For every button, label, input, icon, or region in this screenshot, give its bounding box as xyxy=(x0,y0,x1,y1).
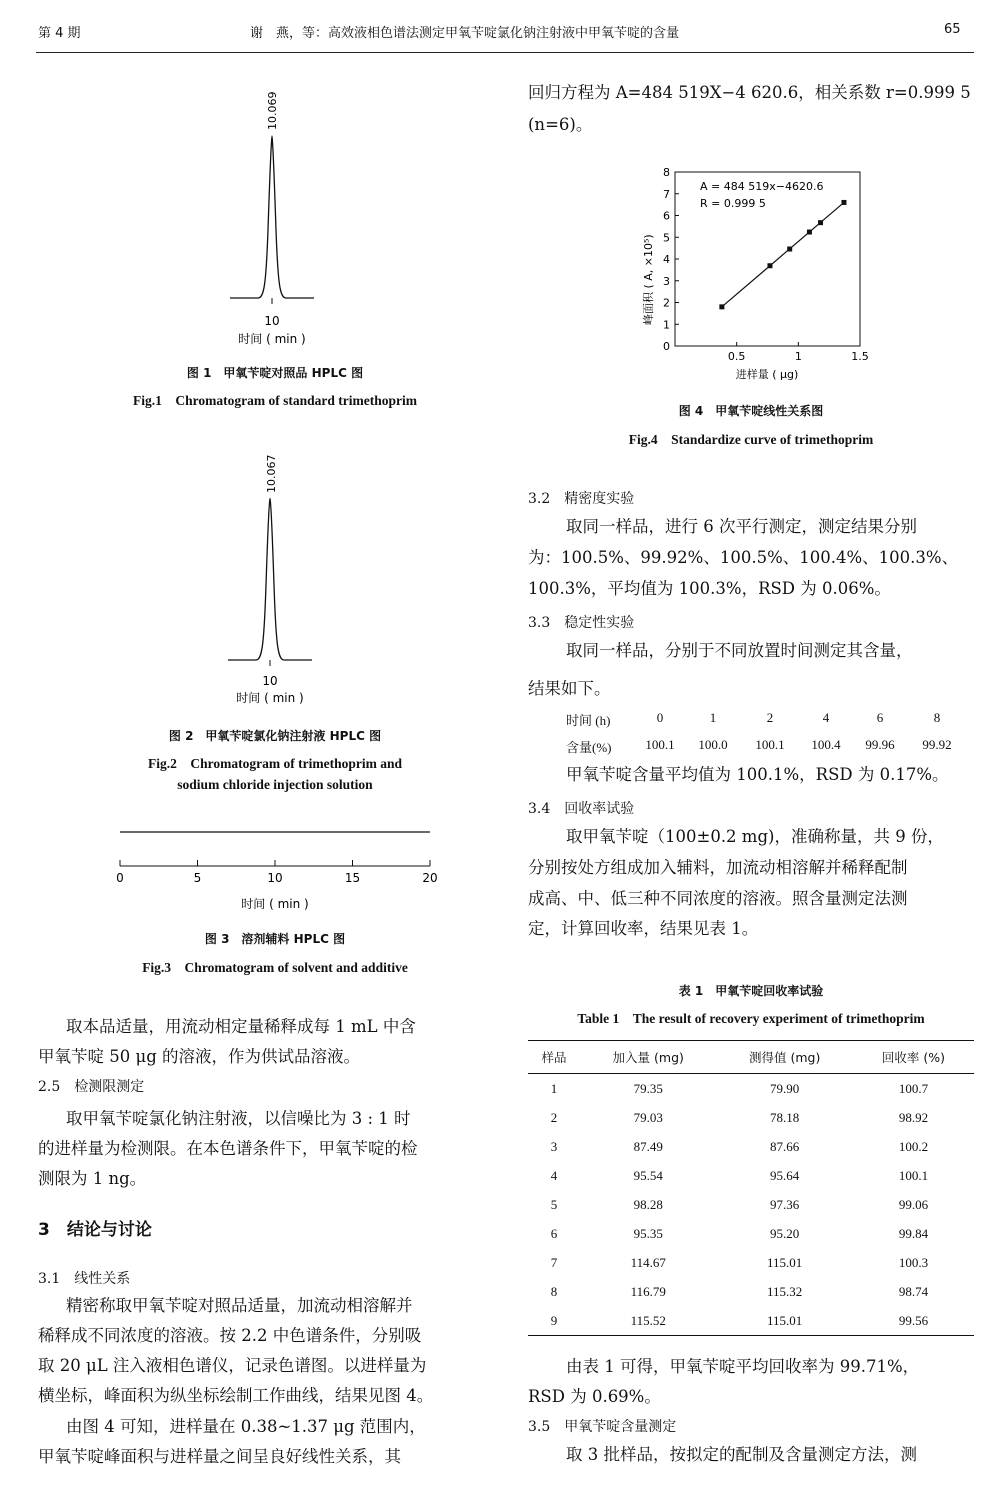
fig2-xlabel: 时间 ( min ) xyxy=(236,691,304,705)
fig1-chromatogram xyxy=(200,80,350,360)
table-cell: 99.84 xyxy=(898,1225,929,1241)
fig4-caption-en: Fig.4 Standardize curve of trimethoprim xyxy=(628,432,874,447)
right-p35-line2: RSD 为 0.69%。 xyxy=(528,1387,661,1406)
table-cell: 95.35 xyxy=(633,1225,663,1241)
table-cell: 98.28 xyxy=(633,1196,663,1212)
fig4-ytick-label: 1 xyxy=(663,318,670,332)
fig4-xtick-label: 1.5 xyxy=(851,350,869,363)
fig4-equation: A = 484 519x−4620.6 xyxy=(700,180,824,193)
table-cell: 115.52 xyxy=(580,1306,716,1336)
table-cell: 3 xyxy=(550,1138,558,1154)
table-row xyxy=(528,1074,974,1104)
table-cell: 95.64 xyxy=(770,1167,800,1183)
section-3-1: 3.1 线性关系 xyxy=(38,1271,131,1287)
fig3-tick-label: 0 xyxy=(116,871,124,885)
right-r1-line2: (n=6)。 xyxy=(528,115,593,134)
stability-cell: 100.1 xyxy=(645,737,675,752)
table-cell: 1 xyxy=(550,1080,558,1096)
stability-cell: 8 xyxy=(933,710,941,725)
left-p3-line2: 稀释成不同浓度的溶液。按 2.2 中色谱条件，分别吸 xyxy=(38,1326,422,1345)
left-p2-line2: 的进样量为检测限。在本色谱条件下，甲氧苄啶的检 xyxy=(38,1139,418,1158)
right-p36-line1: 取 3 批样品，按拟定的配制及含量测定方法，测 xyxy=(566,1445,917,1464)
left-p3-line3: 取 20 μL 注入液相色谱仪，记录色谱图。以进样量为 xyxy=(38,1356,427,1375)
stability-cell: 100.4 xyxy=(811,737,841,752)
section-3-2: 3.2 精密度实验 xyxy=(528,491,635,507)
fig4-ytick-label: 3 xyxy=(663,274,670,288)
table1-header: 样品 xyxy=(528,1041,580,1074)
fig4-ylabel: 峰面积 ( A, ×10⁵) xyxy=(642,234,655,325)
fig4-ytick-label: 4 xyxy=(663,253,670,266)
fig3-caption-cn: 图 3 溶剂辅料 HPLC 图 xyxy=(204,932,346,946)
fig4-data-point xyxy=(767,263,772,268)
left-p2-line3: 测限为 1 ng。 xyxy=(38,1169,147,1188)
table-cell: 9 xyxy=(528,1306,580,1336)
section-2-5: 2.5 检测限测定 xyxy=(38,1079,145,1095)
fig4-chart xyxy=(630,160,890,390)
table-cell: 79.90 xyxy=(770,1080,800,1096)
right-p34-line2: 分别按处方组成加入辅料，加流动相溶解并稀释配制 xyxy=(528,858,908,877)
table-cell: 79.35 xyxy=(633,1080,663,1096)
table1-header: 测得值 (mg) xyxy=(716,1041,852,1074)
table-cell: 6 xyxy=(550,1225,558,1241)
stability-cell: 4 xyxy=(822,710,830,725)
table-cell: 87.49 xyxy=(633,1138,663,1154)
table-row xyxy=(528,1277,974,1306)
table-row xyxy=(528,1161,974,1190)
table-cell: 5 xyxy=(550,1196,558,1212)
section-3-4: 3.4 回收率试验 xyxy=(528,801,635,817)
table-cell: 95.54 xyxy=(633,1167,663,1183)
table1 xyxy=(528,1040,974,1336)
header-rule xyxy=(36,52,974,53)
right-p32-line3: 100.3%，平均值为 100.3%，RSD 为 0.06%。 xyxy=(528,579,891,598)
table1-header: 回收率 (%) xyxy=(853,1041,974,1074)
fig4-ytick-label: 7 xyxy=(663,187,670,201)
fig2-chromatogram xyxy=(198,445,348,707)
table1-header: 加入量 (mg) xyxy=(580,1041,716,1074)
table-cell: 115.01 xyxy=(716,1306,852,1336)
fig1-xlabel: 时间 ( min ) xyxy=(238,332,306,346)
table-cell: 4 xyxy=(550,1167,558,1183)
right-p34-line1: 取甲氧苄啶（100±0.2 mg)，准确称量，共 9 份， xyxy=(566,827,944,846)
fig2-peak-label: 10.067 xyxy=(265,454,278,493)
right-p32-line1: 取同一样品，进行 6 次平行测定，测定结果分别 xyxy=(566,517,917,536)
fig4-xlabel: 进样量 ( μg) xyxy=(735,368,799,381)
stability-cell: 100.0 xyxy=(698,737,728,752)
fig2-caption-en-2: sodium chloride injection solution xyxy=(177,777,373,792)
left-p3-line4: 横坐标，峰面积为纵坐标绘制工作曲线，结果见图 4。 xyxy=(38,1386,434,1405)
stability-cell: 6 xyxy=(876,710,884,725)
fig3-chromatogram xyxy=(100,820,450,920)
right-p33-line2: 结果如下。 xyxy=(528,679,611,698)
table1-title-cn: 表 1 甲氧苄啶回收率试验 xyxy=(678,984,824,998)
left-p4-line2: 甲氧苄啶峰面积与进样量之间呈良好线性关系，其 xyxy=(38,1447,401,1466)
table-cell: 99.06 xyxy=(898,1196,929,1212)
fig3-tick-label: 5 xyxy=(193,871,202,885)
fig2-caption-cn: 图 2 甲氧苄啶氯化钠注射液 HPLC 图 xyxy=(168,729,382,743)
stability-cell: 100.1 xyxy=(755,737,785,752)
fig1-peak xyxy=(230,137,314,298)
fig2-tick-label: 10 xyxy=(262,674,278,688)
section-3-3: 3.3 稳定性实验 xyxy=(528,615,635,631)
table-cell: 100.2 xyxy=(898,1138,929,1154)
table-cell: 98.74 xyxy=(898,1283,929,1299)
table-row xyxy=(528,1306,974,1336)
table-row xyxy=(528,1248,974,1277)
table-cell: 115.01 xyxy=(767,1254,803,1270)
running-title: 谢 燕，等：高效液相色谱法测定甲氧苄啶氯化钠注射液中甲氧苄啶的含量 xyxy=(250,26,680,41)
fig4-data-point xyxy=(719,304,724,309)
right-p33-line3: 甲氧苄啶含量平均值为 100.1%，RSD 为 0.17%。 xyxy=(566,765,949,784)
stability-cell: 2 xyxy=(766,710,774,725)
table-cell: 99.56 xyxy=(853,1306,974,1336)
fig1-caption-en: Fig.1 Chromatogram of standard trimethoprim xyxy=(133,393,417,408)
fig4-caption-cn: 图 4 甲氧苄啶线性关系图 xyxy=(678,404,824,418)
table-cell: 100.1 xyxy=(898,1167,929,1183)
fig1-peak-label: 10.069 xyxy=(266,91,279,130)
fig3-tick-label: 20 xyxy=(422,871,438,885)
table-row xyxy=(528,1103,974,1132)
right-p34-line4: 定，计算回收率，结果见表 1。 xyxy=(528,919,759,938)
left-p4-line1: 由图 4 可知，进样量在 0.38~1.37 μg 范围内， xyxy=(66,1417,426,1436)
fig4-xtick-label: 0.5 xyxy=(727,350,746,363)
fig3-tick-label: 15 xyxy=(344,871,361,885)
left-p3-line1: 精密称取甲氧苄啶对照品适量，加流动相溶解并 xyxy=(66,1296,413,1315)
table-cell: 78.18 xyxy=(770,1109,800,1125)
fig4-ytick-label: 8 xyxy=(663,166,670,179)
fig3-caption-en: Fig.3 Chromatogram of solvent and additive xyxy=(142,960,408,975)
right-p35-line1: 由表 1 可得，甲氧苄啶平均回收率为 99.71%， xyxy=(566,1357,920,1376)
stability-cell: 99.92 xyxy=(922,737,952,752)
fig4-ytick-label: 6 xyxy=(663,209,670,223)
table-cell: 116.79 xyxy=(630,1283,666,1299)
fig4-xtick-label: 1 xyxy=(794,350,802,363)
table-cell: 115.32 xyxy=(767,1283,803,1299)
fig4-data-point xyxy=(787,246,792,251)
fig1-tick-label: 10 xyxy=(264,314,280,328)
table-row xyxy=(528,1190,974,1219)
table1-title-en: Table 1 The result of recovery experiment of trimethoprim xyxy=(577,1011,925,1026)
fig1-caption-cn: 图 1 甲氧苄啶对照品 HPLC 图 xyxy=(186,366,364,380)
stability-row2-head: 含量(%) xyxy=(566,740,612,755)
table-cell: 87.66 xyxy=(770,1138,800,1154)
section-3-5: 3.5 甲氧苄啶含量测定 xyxy=(528,1419,677,1435)
fig2-peak xyxy=(228,499,312,660)
fig2-caption-en-1: Fig.2 Chromatogram of trimethoprim and xyxy=(148,756,402,771)
table-cell: 100.3 xyxy=(898,1254,929,1270)
table-cell: 100.7 xyxy=(898,1080,929,1096)
fig4-ytick-label: 5 xyxy=(663,231,670,245)
left-p2-line1: 取甲氧苄啶氯化钠注射液，以信噪比为 3 : 1 时 xyxy=(66,1109,411,1128)
fig4-data-point xyxy=(841,200,846,205)
left-p1-line1: 取本品适量，用流动相定量稀释成每 1 mL 中含 xyxy=(66,1017,416,1036)
table-cell: 114.67 xyxy=(630,1254,666,1270)
fig4-ytick-label: 0 xyxy=(663,340,670,353)
table-cell: 79.03 xyxy=(633,1109,663,1125)
page-number: 65 xyxy=(944,22,961,37)
section-3-heading: 3 结论与讨论 xyxy=(38,1220,152,1240)
table-cell: 97.36 xyxy=(770,1196,800,1212)
stability-cell: 1 xyxy=(709,710,717,725)
stability-cell: 0 xyxy=(656,710,664,725)
table-cell: 8 xyxy=(550,1283,558,1299)
table-cell: 7 xyxy=(550,1254,558,1270)
right-p32-line2: 为：100.5%、99.92%、100.5%、100.4%、100.3%、 xyxy=(528,548,959,567)
fig3-tick-label: 10 xyxy=(267,871,283,885)
issue-label: 第 4 期 xyxy=(38,26,81,41)
table-cell: 95.20 xyxy=(770,1225,800,1241)
stability-cell: 99.96 xyxy=(865,737,895,752)
left-p1-line2: 甲氧苄啶 50 μg 的溶液，作为供试品溶液。 xyxy=(38,1047,361,1066)
fig4-r-text: R = 0.999 5 xyxy=(700,197,766,210)
table-cell: 2 xyxy=(550,1109,558,1125)
fig4-data-point xyxy=(818,220,823,225)
right-p33-line1: 取同一样品，分别于不同放置时间测定其含量， xyxy=(566,641,913,660)
right-r1-line1: 回归方程为 A=484 519X−4 620.6，相关系数 r=0.999 5 xyxy=(528,83,971,102)
table-row xyxy=(528,1132,974,1161)
table-cell: 98.92 xyxy=(898,1109,929,1125)
fig4-fit-line xyxy=(722,202,844,306)
stability-row1-head: 时间 (h) xyxy=(566,713,611,728)
fig4-data-point xyxy=(807,230,812,235)
table-row xyxy=(528,1219,974,1248)
fig4-ytick-label: 2 xyxy=(663,296,670,310)
right-p34-line3: 成高、中、低三种不同浓度的溶液。照含量测定法测 xyxy=(528,889,908,908)
fig3-xlabel: 时间 ( min ) xyxy=(241,897,309,911)
